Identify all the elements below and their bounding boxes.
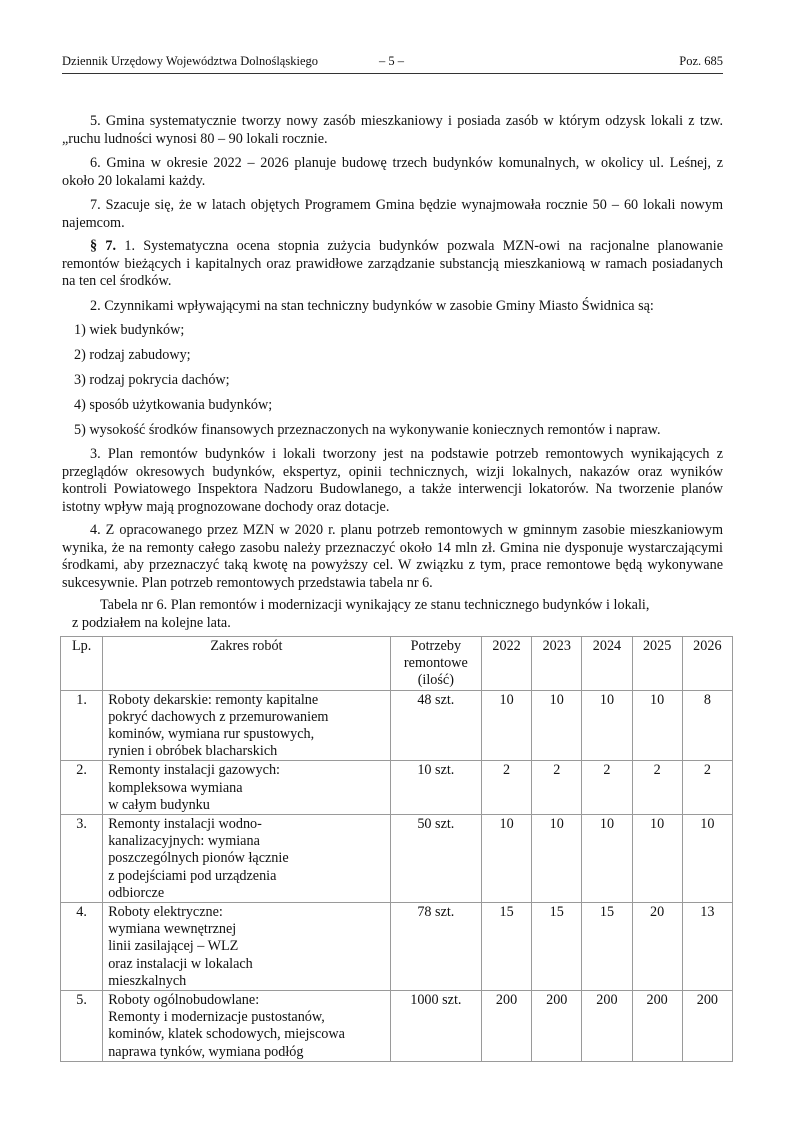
zakres-line: oraz instalacji w lokalach — [108, 955, 253, 972]
cell-zakres — [103, 815, 391, 903]
table-caption-line-1: Tabela nr 6. Plan remontów i modernizacji wynikający ze stanu technicznego budynków i lokali, — [100, 597, 650, 613]
factor-item-1: 1) wiek budynków; — [74, 322, 185, 338]
paragraph-6: 6. Gmina w okresie 2022 – 2026 planuje budowę trzech budynków komunalnych, w okolicy ul. Leśnej, z około 20 lokalami każdy. — [62, 155, 723, 189]
zakres-line: kanalizacyjnych: wymiana — [108, 833, 260, 850]
section-7-paragraph-3: 3. Plan remontów budynków i lokali tworzony jest na podstawie potrzeb remontowych wynikających z przeglądów okresowych budynków, ekspertyz, opinii technicznych, wizji lokalnych, nakazów oraz wyników kontroli Powiatowego Inspektora Nadzoru Budowlanego, a także interwencji lokatorów. Na tworzenie planów istotny wpływ mają prognozowane dochody oraz dotacje. — [62, 446, 723, 515]
renovation-plan-table — [60, 636, 733, 1062]
cell-2023: 2 — [532, 761, 582, 815]
cell-2025: 2 — [632, 761, 682, 815]
cell-2023: 15 — [532, 903, 582, 991]
zakres-line: Roboty elektryczne: — [108, 904, 223, 921]
zakres-line: kominów, wymiana rur spustowych, — [108, 726, 315, 743]
header-year-2025: 2025 — [632, 637, 682, 691]
zakres-line: Roboty dekarskie: remonty kapitalne — [108, 691, 319, 708]
zakres-line: rynien i obróbek blacharskich — [108, 743, 278, 760]
header-year-2026: 2026 — [682, 637, 732, 691]
header-zakres: Zakres robót — [103, 637, 391, 691]
cell-2022: 10 — [481, 690, 531, 761]
cell-lp: 2. — [61, 761, 103, 815]
cell-2023: 10 — [532, 815, 582, 903]
cell-2024: 15 — [582, 903, 632, 991]
cell-zakres — [103, 903, 391, 991]
cell-2026: 2 — [682, 761, 732, 815]
header-divider — [62, 73, 723, 74]
factor-item-2: 2) rodzaj zabudowy; — [74, 347, 191, 363]
zakres-line: poszczególnych pionów łącznie — [108, 850, 289, 867]
section-7-paragraph-4: 4. Z opracowanego przez MZN w 2020 r. planu potrzeb remontowych w gminnym zasobie mieszkaniowym wynika, że na remonty całego zasobu należy przeznaczyć około 14 mln zł. Gmina nie dysponuje wystarczającymi środkami, aby przeznaczyć taką kwotę na powyższy cel. W związku z tym, prace remontowe będą wykonywane sukcesywnie. Plan potrzeb remontowych przedstawia tabela nr 6. — [62, 522, 723, 591]
table-header-row — [61, 637, 733, 691]
cell-2022: 10 — [481, 815, 531, 903]
cell-2025: 200 — [632, 991, 682, 1062]
cell-2022: 200 — [481, 991, 531, 1062]
section-7-paragraph-2: 2. Czynnikami wpływającymi na stan techniczny budynków w zasobie Gminy Miasto Świdnica są: — [90, 298, 654, 314]
table-row — [61, 903, 733, 991]
cell-2026: 200 — [682, 991, 732, 1062]
cell-zakres — [103, 761, 391, 815]
zakres-line: z podejściami pod urządzenia — [108, 867, 277, 884]
zakres-line: pokryć dachowych z przemurowaniem — [108, 708, 329, 725]
header-year-2023: 2023 — [532, 637, 582, 691]
table-row — [61, 690, 733, 761]
cell-2026: 13 — [682, 903, 732, 991]
section-7-paragraph-1 — [62, 238, 723, 291]
cell-lp: 4. — [61, 903, 103, 991]
factor-item-4: 4) sposób użytkowania budynków; — [74, 397, 273, 413]
header-potrzeby — [390, 637, 481, 691]
zakres-line: kominów, klatek schodowych, miejscowa — [108, 1026, 345, 1043]
zakres-line: wymiana wewnętrznej — [108, 921, 237, 938]
cell-2025: 20 — [632, 903, 682, 991]
zakres-line: Remonty i modernizacje pustostanów, — [108, 1009, 325, 1026]
cell-zakres — [103, 690, 391, 761]
cell-2022: 15 — [481, 903, 531, 991]
cell-2023: 10 — [532, 690, 582, 761]
table-row — [61, 991, 733, 1062]
zakres-line: mieszkalnych — [108, 972, 187, 989]
paragraph-5: 5. Gmina systematycznie tworzy nowy zasób mieszkaniowy i posiada zasób w którym odzysk lokali z tzw. „ruchu ludności wynosi 80 – 90 lokali rocznie. — [62, 113, 723, 147]
section-7-label: § 7. — [90, 238, 117, 254]
header-lp: Lp. — [61, 637, 103, 691]
cell-2023: 200 — [532, 991, 582, 1062]
zakres-line: kompleksowa wymiana — [108, 779, 243, 796]
zakres-line: w całym budynku — [108, 796, 210, 813]
journal-title: Dziennik Urzędowy Województwa Dolnośląskiego — [62, 54, 318, 68]
zakres-line: odbiorcze — [108, 884, 165, 901]
cell-2024: 10 — [582, 815, 632, 903]
cell-2026: 8 — [682, 690, 732, 761]
cell-potrzeby: 50 szt. — [390, 815, 481, 903]
cell-zakres — [103, 991, 391, 1062]
header-potrzeby-text: Potrzeby remontowe (ilość) — [403, 638, 468, 689]
cell-2026: 10 — [682, 815, 732, 903]
cell-lp: 5. — [61, 991, 103, 1062]
cell-potrzeby: 48 szt. — [390, 690, 481, 761]
table-caption — [72, 597, 723, 632]
table-row — [61, 761, 733, 815]
zakres-line: linii zasilającej – WLZ — [108, 938, 239, 955]
table-caption-line-2: z podziałem na kolejne lata. — [72, 614, 231, 631]
section-7-paragraph-1-text: 1. Systematyczna ocena stopnia zużycia budynków pozwala MZN-owi na racjonalne planowanie remontów bieżących i kapitalnych oraz prawidłowe zarządzanie substancją mieszkaniową w ramach posiadanych na ten cel środków. — [62, 238, 724, 290]
cell-lp: 3. — [61, 815, 103, 903]
header-year-2024: 2024 — [582, 637, 632, 691]
factor-item-5: 5) wysokość środków finansowych przeznaczonych na wykonywanie koniecznych remontów i napraw. — [74, 422, 661, 438]
zakres-line: Remonty instalacji gazowych: — [108, 762, 280, 779]
table-row — [61, 815, 733, 903]
cell-potrzeby: 78 szt. — [390, 903, 481, 991]
cell-potrzeby: 1000 szt. — [390, 991, 481, 1062]
zakres-line: Roboty ogólnobudowlane: — [108, 992, 260, 1009]
page-header — [62, 53, 723, 69]
cell-2024: 10 — [582, 690, 632, 761]
header-year-2022: 2022 — [481, 637, 531, 691]
cell-2024: 200 — [582, 991, 632, 1062]
cell-lp: 1. — [61, 690, 103, 761]
cell-2025: 10 — [632, 815, 682, 903]
cell-2025: 10 — [632, 690, 682, 761]
cell-potrzeby: 10 szt. — [390, 761, 481, 815]
zakres-line: naprawa tynków, wymiana podłóg — [108, 1043, 304, 1060]
paragraph-7: 7. Szacuje się, że w latach objętych Programem Gmina będzie wynajmowała rocznie 50 – 60 lokali nowym najemcom. — [62, 197, 723, 231]
page-number: – 5 – — [379, 54, 404, 68]
zakres-line: Remonty instalacji wodno- — [108, 816, 262, 833]
cell-2024: 2 — [582, 761, 632, 815]
position-number: Poz. 685 — [679, 54, 723, 68]
cell-2022: 2 — [481, 761, 531, 815]
factor-item-3: 3) rodzaj pokrycia dachów; — [74, 372, 230, 388]
